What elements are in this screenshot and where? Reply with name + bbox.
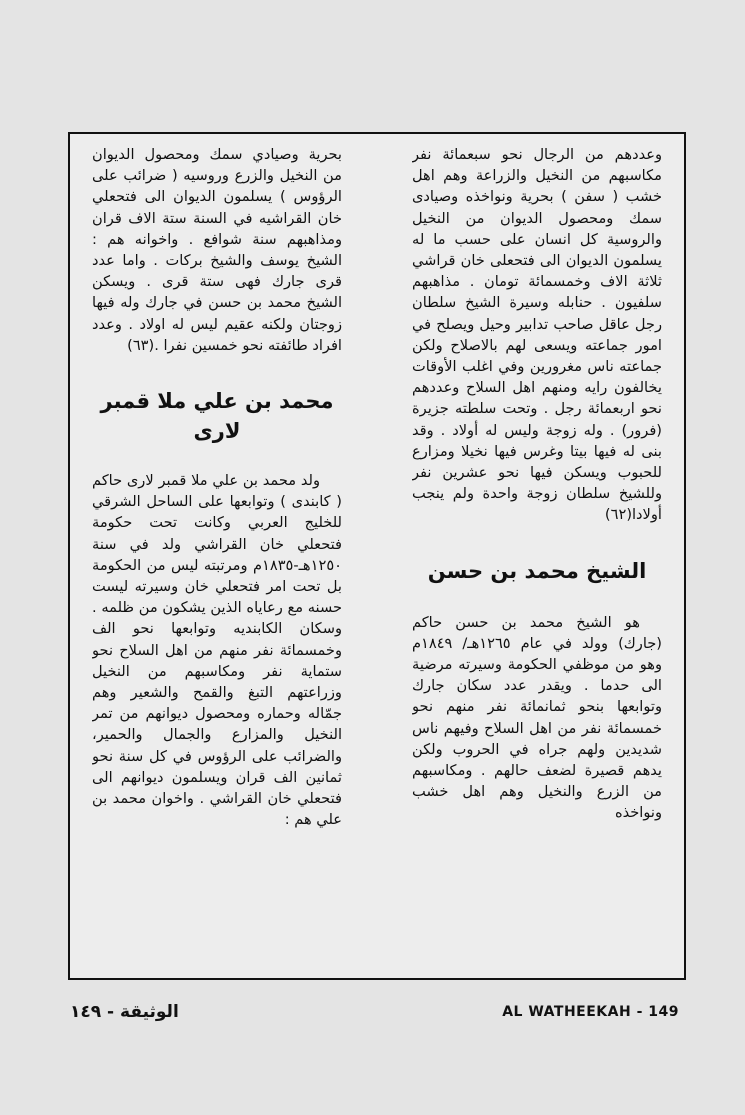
left-paragraph-1: بحرية وصيادي سمك ومحصول الديوان من النخيل والزرع وروسيه ( ضرائب على الرؤوس ) يسلمون الديوان الى فتحعلي خان القراشيه في السنة ستة الاف قران ومذاهبهم سنة شوافع . واخوانه هم : الشيخ يوسف والشيخ بركات . واما عدد قرى جارك فهى ستة قرى . ويسكن الشيخ محمد بن حسن في جارك وله فيها زوجتان ولكنه عقيم ليس له اولاد . وعدد افراد طائفته نحو خمسين نفرا .(٦٣) <box>92 146 342 354</box>
left-column <box>92 144 342 964</box>
section-heading-mohammed-bin-ali: محمد بن علي ملا قمبر لارى <box>100 389 334 444</box>
right-paragraph-2: هو الشيخ محمد بن حسن حاكم (جارك) وولد في عام ١٢٦٥هـ/ ١٨٤٩م وهو من موظفي الحكومة وسيرته مرضية الى حدما . ويقدر عدد سكان جارك وتوابعها بنحو ثمانمائة نفر منهم نحو خمسمائة نفر من اهل السلاح وفيهم ناس شديدين ولهم جراه في الحروب ولكن يدهم قصيرة لضعف حالهم . ومكاسبهم من الزرع والنخيل وهم اهل خشب ونواخذه <box>412 613 662 822</box>
page-number-latin: AL WATHEEKAH - 149 <box>502 1004 679 1020</box>
article-frame <box>68 132 686 980</box>
page-number-arabic: الوثيقة - ١٤٩ <box>70 1002 179 1022</box>
left-paragraph-2: ولد محمد بن علي ملا قمبر لارى حاكم ( كابندى ) وتوابعها على الساحل الشرقي للخليج العربي وكانت تحت حكومة فتحعلي خان القراشي ولد في سنة ١٢٥٠هـ-١٨٣٥م ومرتبته ليس من الحكومة بل تحت امر فتحعلي خان وسيرته ليست حسنه مع رعاياه الذين يشكون من ظلمه . وسكان الكابنديه وتوابعها نحو الف وخمسمائة نفر منهم من اهل السلاح نحو ستماية نفر ومكاسبهم من النخيل وزراعتهم التبغ والقمح والشعير وهم جمّاله وحماره ومحصول ديوانهم من تمر النخيل والمزارع والجمال والحمير، والضرائب على الرؤوس في كل سنة نحو ثمانين الف قران ويسلمون ديوانهم الى فتحعلي خان القراشي . واخوان محمد بن علي هم : <box>92 472 342 829</box>
section-heading-mohammed-bin-hassan: الشيخ محمد بن حسن <box>427 558 647 583</box>
right-column <box>412 144 662 964</box>
right-paragraph-1: وعددهم من الرجال نحو سبعمائة نفر مكاسبهم من النخيل والزراعة وهم اهل خشب ( سفن ) بحرية ونواخذه وصيادى سمك ومحصول الديوان من النخيل والروسية كل انسان على حسب ما له يسلمون الديوان الى فتحعلى خان قراشي ثلاثة الاف وخمسمائة تومان . مذاهبهم سلفيون . حنابله وسيرة الشيخ سلطان رجل عاقل صاحب تدابير وحيل ويصلح في امور جماعته ويسعى لهم بالاصلاح ولكن جماعته ناس مغرورين وفي اغلب الأوقات يخالفون رايه ومنهم اهل السلاح وعددهم نحو اربعمائة رجل . وتحت سلطته جزيرة (فرور) . وله زوجة وليس له أولاد . وقد بنى له فيها بيتا وغرس فيها نخيلا ومزارع للحبوب ويسكن فيها نحو عشرين نفر وللشيخ سلطان زوجة واحدة ولم ينجب أولادا(٦٢) <box>412 146 662 524</box>
